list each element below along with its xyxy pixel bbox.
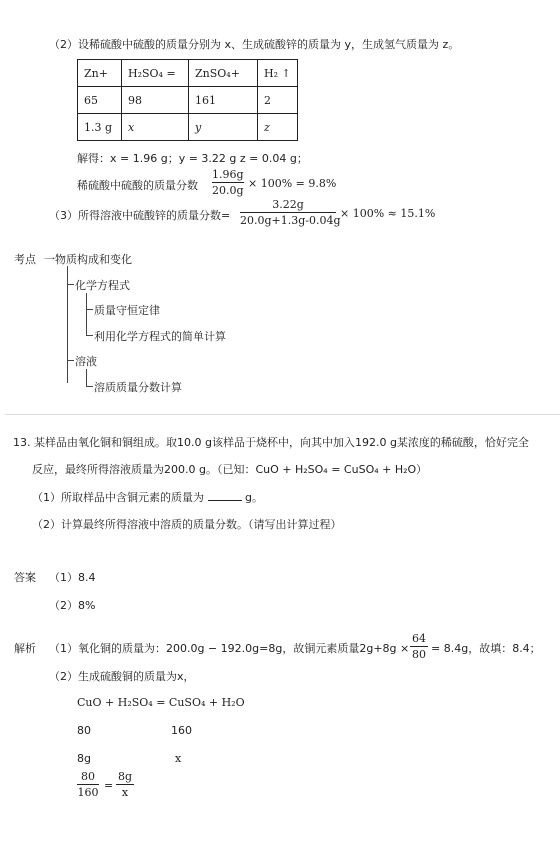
part2-header: （2）设稀硫酸中硫酸的质量分别为 x、生成硫酸锌的质量为 y，生成氢气质量为 z。	[49, 38, 460, 51]
q13-sub1-prefix: （1）所取样品中含铜元素的质量为	[32, 491, 204, 504]
q13-sub2: （2）计算最终所得溶液中溶质的质量分数。（请写出计算过程）	[32, 518, 342, 531]
q13-line1: 13. 某样品由氧化铜和铜组成。取10.0 g该样品于烧杯中，向其中加入192.0 g某浓度的稀硫酸，恰好完全	[13, 436, 529, 449]
analysis-equation: CuO + H₂SO₄ = CuSO₄ + H₂O	[77, 696, 245, 709]
mass-fraction-label: 稀硫酸中硫酸的质量分数	[77, 179, 198, 192]
q13-sub1	[32, 489, 263, 505]
tree-connector	[86, 293, 87, 336]
frac-denominator: x	[121, 786, 129, 799]
kaodian-root: 一物质构成和变化	[44, 253, 132, 266]
ratio-value: 160	[171, 724, 192, 737]
frac-bar	[116, 784, 134, 785]
part3-label: （3）所得溶液中硫酸锌的质量分数=	[49, 209, 231, 222]
table-cell: 65	[78, 87, 122, 114]
final-frac-right	[116, 770, 134, 799]
analysis-line1-suffix: = 8.4g，故填：8.4；	[431, 642, 541, 655]
q13-sub1-suffix: g。	[245, 491, 263, 504]
frac-bar	[410, 646, 428, 647]
stoichiometry-table	[77, 59, 298, 141]
table-cell: ZnSO₄+	[189, 60, 258, 87]
answer-1: （1）8.4	[49, 571, 96, 584]
frac-bar	[240, 212, 336, 213]
answer-label: 答案	[14, 571, 36, 584]
answer-2: （2）8%	[49, 599, 96, 612]
tree-connector	[86, 335, 93, 336]
frac-denominator: 20.0g+1.3g-0.04g	[240, 214, 341, 227]
kaodian-branch-solution: 溶液	[75, 355, 97, 368]
ratio-value: x	[175, 752, 182, 765]
ratio-value: 80	[77, 724, 91, 737]
analysis-line1-prefix: （1）氧化铜的质量为：200.0g − 192.0g=8g，故铜元素质量2g+8g ×	[49, 642, 410, 655]
section-divider	[5, 414, 560, 415]
mass-fraction-frac	[212, 168, 244, 197]
frac-numerator: 1.96g	[212, 168, 244, 181]
ratio-value: 8g	[77, 752, 91, 765]
analysis-label: 解析	[14, 642, 36, 655]
frac-numerator: 80	[81, 770, 95, 783]
kaodian-leaf: 溶质质量分数计算	[94, 381, 182, 394]
kaodian-leaf: 利用化学方程式的简单计算	[94, 330, 226, 343]
table-cell: x	[122, 114, 189, 141]
tree-connector	[67, 284, 74, 285]
frac-bar	[77, 784, 99, 785]
kaodian-leaf: 质量守恒定律	[94, 304, 160, 317]
table-cell: 2	[258, 87, 298, 114]
table-cell: 1.3 g	[78, 114, 122, 141]
analysis-line2: （2）生成硫酸铜的质量为x，	[49, 670, 195, 683]
table-cell: Zn+	[78, 60, 122, 87]
frac-bar	[212, 182, 244, 183]
table-cell: z	[258, 114, 298, 141]
final-frac-left	[77, 770, 99, 799]
frac-numerator: 3.22g	[272, 198, 304, 211]
table-cell: H₂ ↑	[258, 60, 298, 87]
analysis-frac	[410, 632, 428, 661]
tree-connector	[86, 369, 87, 387]
table-cell: 161	[189, 87, 258, 114]
frac-denominator: 20.0g	[212, 184, 244, 197]
table-cell: H₂SO₄ =	[122, 60, 189, 87]
table-row	[78, 114, 298, 141]
frac-denominator: 80	[412, 648, 426, 661]
part3-result: × 100% ≈ 15.1%	[340, 207, 436, 220]
frac-numerator: 64	[412, 632, 426, 645]
table-cell: y	[189, 114, 258, 141]
tree-connector	[86, 309, 93, 310]
table-cell: 98	[122, 87, 189, 114]
table-row	[78, 87, 298, 114]
frac-denominator: 160	[77, 786, 99, 799]
tree-connector	[86, 386, 93, 387]
tree-connector	[67, 360, 74, 361]
kaodian-label: 考点	[14, 253, 36, 266]
solve-line: 解得：x = 1.96 g；y = 3.22 g z = 0.04 g；	[77, 152, 308, 165]
q13-line2: 反应，最终所得溶液质量为200.0 g。（已知：CuO + H₂SO₄ = CuSO₄ + H₂O）	[32, 463, 428, 476]
table-row	[78, 60, 298, 87]
mass-fraction-result: × 100% = 9.8%	[248, 177, 337, 190]
answer-blank	[208, 490, 242, 501]
part3-frac	[240, 198, 341, 227]
frac-numerator: 8g	[117, 770, 133, 783]
equals-sign: =	[104, 779, 114, 792]
kaodian-branch-equation: 化学方程式	[75, 279, 130, 292]
